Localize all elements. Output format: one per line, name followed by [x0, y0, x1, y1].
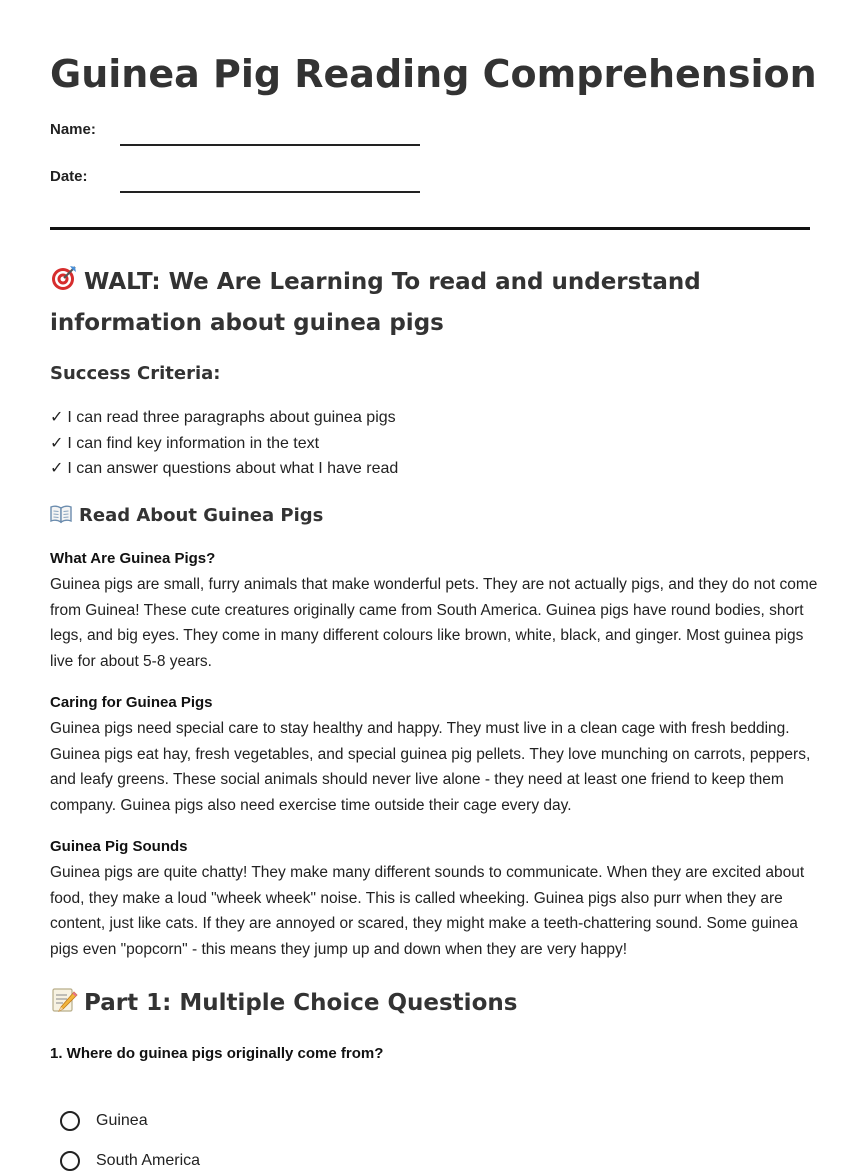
name-field-row	[50, 118, 470, 148]
date-field-row	[50, 165, 470, 195]
section-title: Guinea Pig Sounds	[50, 838, 188, 855]
walt-heading	[50, 263, 810, 342]
name-label: Name:	[50, 121, 96, 138]
header-divider	[50, 227, 810, 230]
reading-section	[50, 548, 820, 674]
date-blank-line[interactable]	[120, 191, 420, 193]
criteria-item: ✓ I can find key information in the text	[50, 434, 320, 452]
section-body: Guinea pigs are small, furry animals that make wonderful pets. They are not actually pigs, and they do not come from Guinea! These cute creatures originally came from South America. Guinea pigs have round bodies, short legs, and big eyes. They come in many different colours like brown, white, black, and ginger. Most guinea pigs live for about 5-8 years.	[50, 576, 818, 670]
date-label: Date:	[50, 168, 88, 185]
reading-section	[50, 692, 820, 818]
reading-section	[50, 836, 820, 962]
question-1-text: 1. Where do guinea pigs originally come from?	[50, 1045, 384, 1062]
option-south-america[interactable]	[60, 1148, 200, 1174]
reading-heading-text: Read About Guinea Pigs	[79, 505, 324, 526]
target-icon	[50, 264, 78, 304]
check-icon: ✓	[50, 434, 64, 452]
part1-heading	[50, 985, 517, 1025]
section-body: Guinea pigs need special care to stay healthy and happy. They must live in a clean cage with fresh bedding. Guinea pigs eat hay, fresh vegetables, and special guinea pig pellets. They love munching on carrots, peppers, and leafy greens. These social animals should never live alone - they need at least one friend to keep them company. Guinea pigs also need exercise time outside their cage every day.	[50, 720, 811, 814]
section-title: Caring for Guinea Pigs	[50, 694, 213, 711]
page-title: Guinea Pig Reading Comprehension	[50, 52, 817, 96]
reading-heading	[50, 503, 323, 532]
check-icon: ✓	[50, 409, 64, 426]
criteria-item: ✓ I can answer questions about what I have read	[50, 460, 399, 477]
name-blank-line[interactable]	[120, 144, 420, 146]
check-icon: ✓	[50, 460, 64, 477]
walt-text: WALT: We Are Learning To read and understand information about guinea pigs	[50, 269, 701, 336]
radio-button[interactable]	[60, 1151, 80, 1171]
option-label: Guinea	[96, 1112, 148, 1129]
option-label: South America	[96, 1152, 201, 1169]
section-title: What Are Guinea Pigs?	[50, 550, 216, 567]
open-book-icon	[50, 504, 72, 532]
option-guinea[interactable]	[60, 1108, 148, 1134]
part1-heading-text: Part 1: Multiple Choice Questions	[84, 990, 518, 1016]
success-criteria-list	[50, 405, 398, 482]
success-criteria-heading: Success Criteria:	[50, 363, 221, 384]
criteria-item: ✓ I can read three paragraphs about guinea pigs	[50, 409, 396, 426]
memo-icon	[50, 986, 78, 1025]
radio-button[interactable]	[60, 1111, 80, 1131]
section-body: Guinea pigs are quite chatty! They make many different sounds to communicate. When they are excited about food, they make a loud "wheek wheek" noise. This is called wheeking. Guinea pigs also purr when they are content, just like cats. If they are annoyed or scared, they might make a teeth-chattering sound. Some guinea pigs even "popcorn" - this means they jump up and down when they are very happy!	[50, 864, 805, 958]
